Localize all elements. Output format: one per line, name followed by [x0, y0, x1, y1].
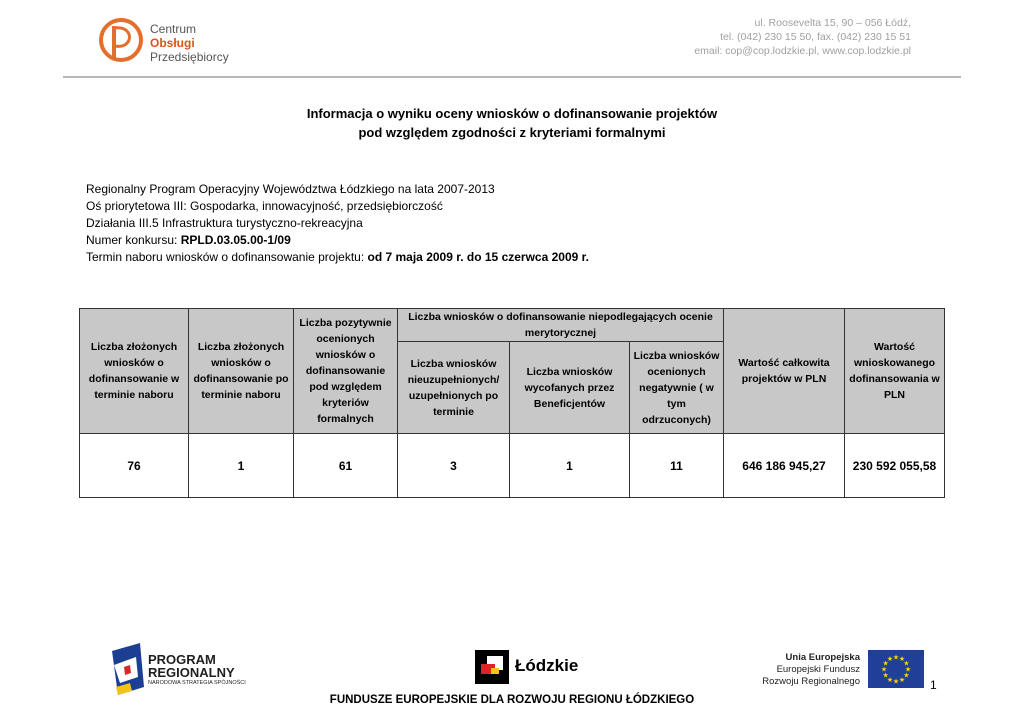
program-logo-line1: PROGRAM — [148, 652, 216, 667]
eu-star-icon: ★ — [892, 678, 900, 686]
header-submitted-on-time: Liczba złożonych wniosków o dofinansowanie w terminie naboru — [80, 309, 189, 434]
contest-number-row — [86, 232, 589, 249]
program-info — [86, 181, 589, 266]
lodzkie-logo — [475, 650, 579, 686]
cop-logo-text — [150, 22, 229, 64]
contest-number-label: Numer konkursu: — [86, 233, 181, 247]
contact-block — [694, 16, 911, 58]
submission-period-label: Termin naboru wniosków o dofinansowanie projektu: — [86, 250, 368, 264]
cop-logo-line1: Centrum — [150, 22, 197, 36]
eu-star-icon: ★ — [886, 656, 894, 664]
program-name: Regionalny Program Operacyjny Województwa Łódzkiego na lata 2007-2013 — [86, 182, 495, 196]
cop-logo — [98, 14, 228, 66]
eu-line2: Europejski Fundusz — [776, 664, 860, 675]
lodzkie-icon — [475, 650, 509, 684]
eu-star-icon: ★ — [898, 676, 906, 684]
eu-star-icon: ★ — [886, 676, 894, 684]
header-withdrawn: Liczba wniosków wycofanych przez Beneficjentów — [510, 342, 630, 434]
document-title — [0, 104, 1024, 142]
eu-star-icon: ★ — [898, 656, 906, 664]
header-positive-formal: Liczba pozytywnie ocenionych wniosków o dofinansowanie pod względem kryteriów formalnych — [294, 309, 398, 434]
contact-email[interactable]: email: cop@cop.lodzkie.pl, www.cop.lodzkie.pl — [694, 45, 911, 57]
eu-star-icon: ★ — [903, 660, 910, 668]
value-requested-funding: 230 592 055,58 — [845, 434, 945, 498]
page-number: 1 — [930, 678, 937, 692]
value-withdrawn: 1 — [510, 434, 630, 498]
header-divider — [63, 76, 961, 78]
results-table — [79, 308, 945, 498]
header-submitted-late: Liczba złożonych wniosków o dofinansowanie po terminie naboru — [189, 309, 294, 434]
eu-star-icon: ★ — [892, 654, 900, 662]
footer-slogan: FUNDUSZE EUROPEJSKIE DLA ROZWOJU REGIONU ŁÓDZKIEGO — [329, 694, 695, 706]
value-submitted-late: 1 — [189, 434, 294, 498]
eu-line3: Rozwoju Regionalnego — [762, 676, 860, 687]
contact-address: ul. Roosevelta 15, 90 – 056 Łódź, — [754, 17, 911, 29]
cop-logo-icon — [98, 14, 144, 64]
submission-period-row — [86, 249, 589, 266]
submission-period-value: od 7 maja 2009 r. do 15 czerwca 2009 r. — [367, 250, 589, 264]
value-positive-formal: 61 — [294, 434, 398, 498]
program-logo-line3: NARODOWA STRATEGIA SPÓJNOŚCI — [148, 680, 246, 686]
eu-line1: Unia Europejska — [785, 652, 860, 663]
eu-flag-icon — [868, 650, 924, 688]
header-total-value: Wartość całkowita projektów w PLN — [724, 309, 845, 434]
program-regionalny-logo — [110, 643, 280, 695]
title-line2: pod względem zgodności z kryteriami formalnymi — [358, 125, 666, 140]
value-submitted-on-time: 76 — [80, 434, 189, 498]
header-not-evaluated-group: Liczba wniosków o dofinansowanie niepodlegających ocenie merytorycznej — [398, 309, 724, 342]
value-incomplete: 3 — [398, 434, 510, 498]
lodzkie-logo-text: Łódzkie — [515, 656, 579, 675]
header-row-top — [80, 309, 945, 342]
header-requested-funding: Wartość wnioskowanego dofinansowania w PLN — [845, 309, 945, 434]
eu-star-icon: ★ — [904, 666, 912, 674]
title-line1: Informacja o wyniku oceny wniosków o dofinansowanie projektów — [306, 106, 718, 121]
contact-phone: tel. (042) 230 15 50, fax. (042) 230 15 51 — [720, 31, 911, 43]
eu-star-icon: ★ — [903, 672, 910, 680]
header-incomplete: Liczba wniosków nieuzupełnionych/ uzupełnionych po terminie — [398, 342, 510, 434]
value-rejected: 11 — [630, 434, 724, 498]
eu-star-icon: ★ — [880, 666, 888, 674]
eu-star-icon: ★ — [882, 672, 889, 680]
table-row — [80, 434, 945, 498]
priority-axis: Oś priorytetowa III: Gospodarka, innowacyjność, przedsiębiorczość — [86, 199, 443, 213]
program-regionalny-icon — [110, 643, 146, 695]
contest-number-value: RPLD.03.05.00-1/09 — [180, 233, 291, 247]
program-logo-line2: REGIONALNY — [148, 665, 235, 680]
header-rejected: Liczba wniosków ocenionych negatywnie ( w tym odrzuconych) — [630, 342, 724, 434]
cop-logo-line2: Obsługi — [150, 36, 195, 50]
eu-fund-text — [740, 652, 860, 688]
value-total: 646 186 945,27 — [724, 434, 845, 498]
action-name: Działania III.5 Infrastruktura turystyczno-rekreacyjna — [86, 216, 363, 230]
eu-star-icon: ★ — [882, 660, 889, 668]
cop-logo-line3: Przedsiębiorcy — [150, 50, 229, 64]
